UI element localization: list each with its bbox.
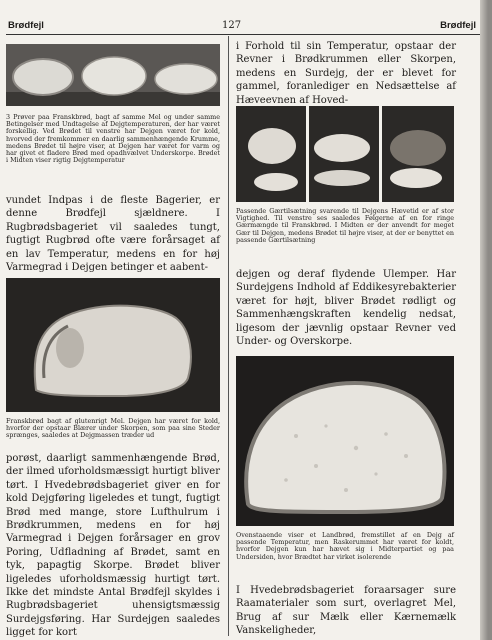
three-loaves-image [6,44,220,106]
paragraph: porøst, daarligt sammenhængende Brød, der ilmed uforholdsmæssigt hurtigt bliver tørt. I Hvedebrødsbageriet giver en for kold Dejgføring ligeledes et tungt, fugtigt Brød med mange, store Lufthulrum i Brødkrummen, medens en for høj Varmegrad i Dejgen forårsager en grov Poring, Udfladning af Brødet, samt en tyk, papagtig Skorpe. Brødet bliver ligeledes uforholdsmæssig hurtigt tørt. Ikke det mindste Antal Brødfejl skyldes i Rugbrødsbageriet uhensigtsmæssig Surdejgsføring. Har Surdejgen saaledes ligget for kort [6,453,220,639]
fermentation-samples-image [236,106,454,202]
right-column-bottom-text [236,584,456,638]
photo-fermentation-samples [236,106,454,202]
left-column-lower-text [6,452,220,640]
page-edge-shadow [480,0,488,640]
paragraph: i Forhold til sin Temperatur, opstaar der Revner i Brødkrummen eller Skorpen, medens en Surdejg, der er blevet for gammel, foranlediger en Nedsættelse af Hæveevnen af Hoved- [236,41,456,106]
paragraph: vundet Indpas i de fleste Bagerier, er denne Brødfejl sjældnere. I Rugbrødsbageriet vil saaledes tungt, fugtigt Rugbrød ofte være forårsaget af en lav Temperatur, medens en for høj Varmegrad i Dejgen betinger et aabent- [6,195,220,274]
paragraph: dejgen og deraf flydende Ulemper. Har Surdejgens Indhold af Eddikesyrebakterier været for højt, bliver Brødet rødligt og Sammenhængskraften kendelig nedsat, ligesom der jævnlig opstaar Revner ved Under- og Overskorpe. [236,269,456,348]
column-rule [228,36,229,636]
right-column-top-text [236,40,456,107]
right-column-middle-text [236,268,456,348]
page-number: 127 [222,20,242,31]
left-column-upper-text [6,194,220,274]
photo-three-loaves [6,44,220,106]
caption-three-samples: 3 Prøver paa Franskbrød, bagt af samme Mel og under samme Betingelser med Undtagelse af Dejgtemperaturen, der har været forskellig. Ved Brødet til venstre har Dejgen været for kold, hvorved der fremkommer en daarlig sammenhængende Krumme, medens Brødet til højre viser, at Dejgen har været for varm og har givet et fladere Brød med opadhvælvet Underskorpe. Brødet i Midten viser rigtig Dejgtemperatur [6,113,220,165]
caption-country-bread: Ovenstaaende viser et Landbrød, fremstillet af en Dejg af passende Temperatur, men Raskerummet har været for koldt, hvorfor Dejgen kun har hævet sig i Midterpartiet og paa Undersiden, hvor Brædtet har virket isolerende [236,531,454,561]
header-rule [6,34,480,35]
photo-gluten-bread [6,278,220,412]
gluten-bread-image [6,278,220,412]
running-head-right: Brødfejl [440,20,476,31]
running-head-left: Brødfejl [8,20,44,31]
country-bread-image [236,356,454,526]
caption-fermentation: Passende Gærtilsætning svarende til Dejgens Hævetid er af stor Vigtighed. Til venstre ses saaledes Følgerne af en for ringe Gærmængde til Franskbrød. I Midten er der anvendt for meget Gær til Dejgen, medens Brødet til højre viser, at der er benyttet en passende Gærtilsætning [236,207,454,244]
photo-country-bread [236,356,454,526]
caption-gluten-bread: Franskbrød bagt af glutenrigt Mel. Dejgen har været for kold, hvorfor der opstaar Blærer under Skorpen, som paa sine Steder sprænges, saaledes at Dejgmassen træder ud [6,417,220,440]
paragraph: I Hvedebrødsbageriet foraarsager sure Raamaterialer som surt, overlagret Mel, Brug af sur Mælk eller Kærnemælk Vanskeligheder, [236,585,456,637]
